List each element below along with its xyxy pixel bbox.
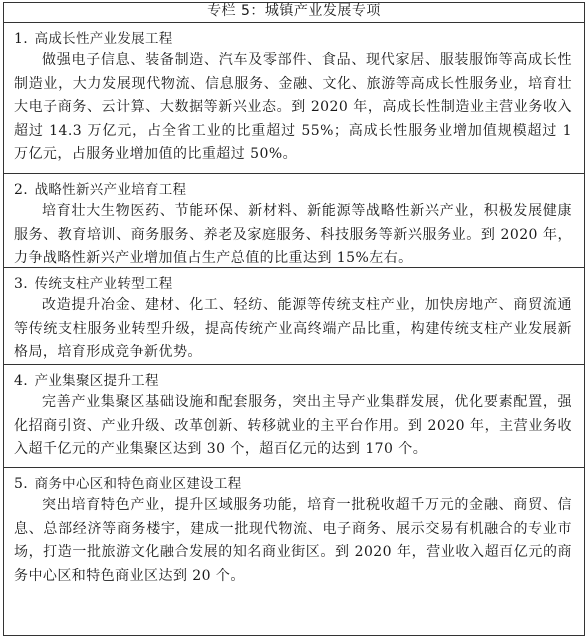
section-title: 高成长性产业发展工程 <box>34 31 173 47</box>
section-heading <box>14 468 572 494</box>
section-traditional-industry-transformation <box>4 268 584 365</box>
section-strategic-emerging-industry <box>4 174 584 268</box>
section-heading <box>14 23 572 49</box>
section-heading <box>14 365 572 391</box>
section-high-growth-industry <box>4 23 584 174</box>
section-title: 产业集聚区提升工程 <box>34 373 159 389</box>
section-heading <box>14 268 572 294</box>
section-number: 5. <box>14 476 28 492</box>
section-title: 商务中心区和特色商业区建设工程 <box>34 476 242 492</box>
section-business-district-construction <box>4 468 584 594</box>
section-industrial-cluster-upgrade <box>4 365 584 468</box>
section-body: 完善产业集聚区基础设施和配套服务，突出主导产业集群发展，优化要素配置，强化招商引资、产业升级、改革创新、转移就业的主平台作用。到 2020 年，主营业务收入超千亿元的产业集聚区达到 30 个，超百亿元的达到 170 个。 <box>14 394 572 457</box>
section-number: 4. <box>14 373 28 389</box>
section-heading <box>14 174 572 200</box>
section-title: 传统支柱产业转型工程 <box>34 276 173 292</box>
section-number: 2. <box>14 182 28 198</box>
section-body: 做强电子信息、装备制造、汽车及零部件、食品、现代家居、服装服饰等高成长性制造业，大力发展现代物流、信息服务、金融、文化、旅游等高成长性服务业，培育壮大电子商务、云计算、大数据等新兴业态。到 2020 年，高成长性制造业主营业务收入超过 14.3 万亿元，占全省工业的比重超过 55%；高成长性服务业增加值规模超过 1 万亿元，占服务业增加值的比重超过 50%。 <box>14 52 572 162</box>
section-body: 突出培育特色产业，提升区域服务功能，培育一批税收超千万元的金融、商贸、信息、总部经济等商务楼宇，建成一批现代物流、电子商务、展示交易有机融合的专业市场，打造一批旅游文化融合发展的知名商业街区。到 2020 年，营业收入超百亿元的商务中心区和特色商业区达到 20 个。 <box>14 497 572 584</box>
section-body: 改造提升冶金、建材、化工、轻纺、能源等传统支柱产业，加快房地产、商贸流通等传统支柱服务业转型升级，提高传统产业高终端产品比重，构建传统支柱产业发展新格局，培育形成竞争新优势。 <box>14 297 572 360</box>
feature-box <box>3 2 585 636</box>
section-number: 1. <box>14 31 28 47</box>
box-title: 专栏 5：城镇产业发展专项 <box>4 3 584 23</box>
section-title: 战略性新兴产业培育工程 <box>34 182 187 198</box>
section-body: 培育壮大生物医药、节能环保、新材料、新能源等战略性新兴产业，积极发展健康服务、教育培训、商务服务、养老及家庭服务、科技服务等新兴服务业。到 2020 年，力争战略性新兴产业增加值占生产总值的比重达到 15%左右。 <box>14 203 572 266</box>
section-number: 3. <box>14 276 28 292</box>
